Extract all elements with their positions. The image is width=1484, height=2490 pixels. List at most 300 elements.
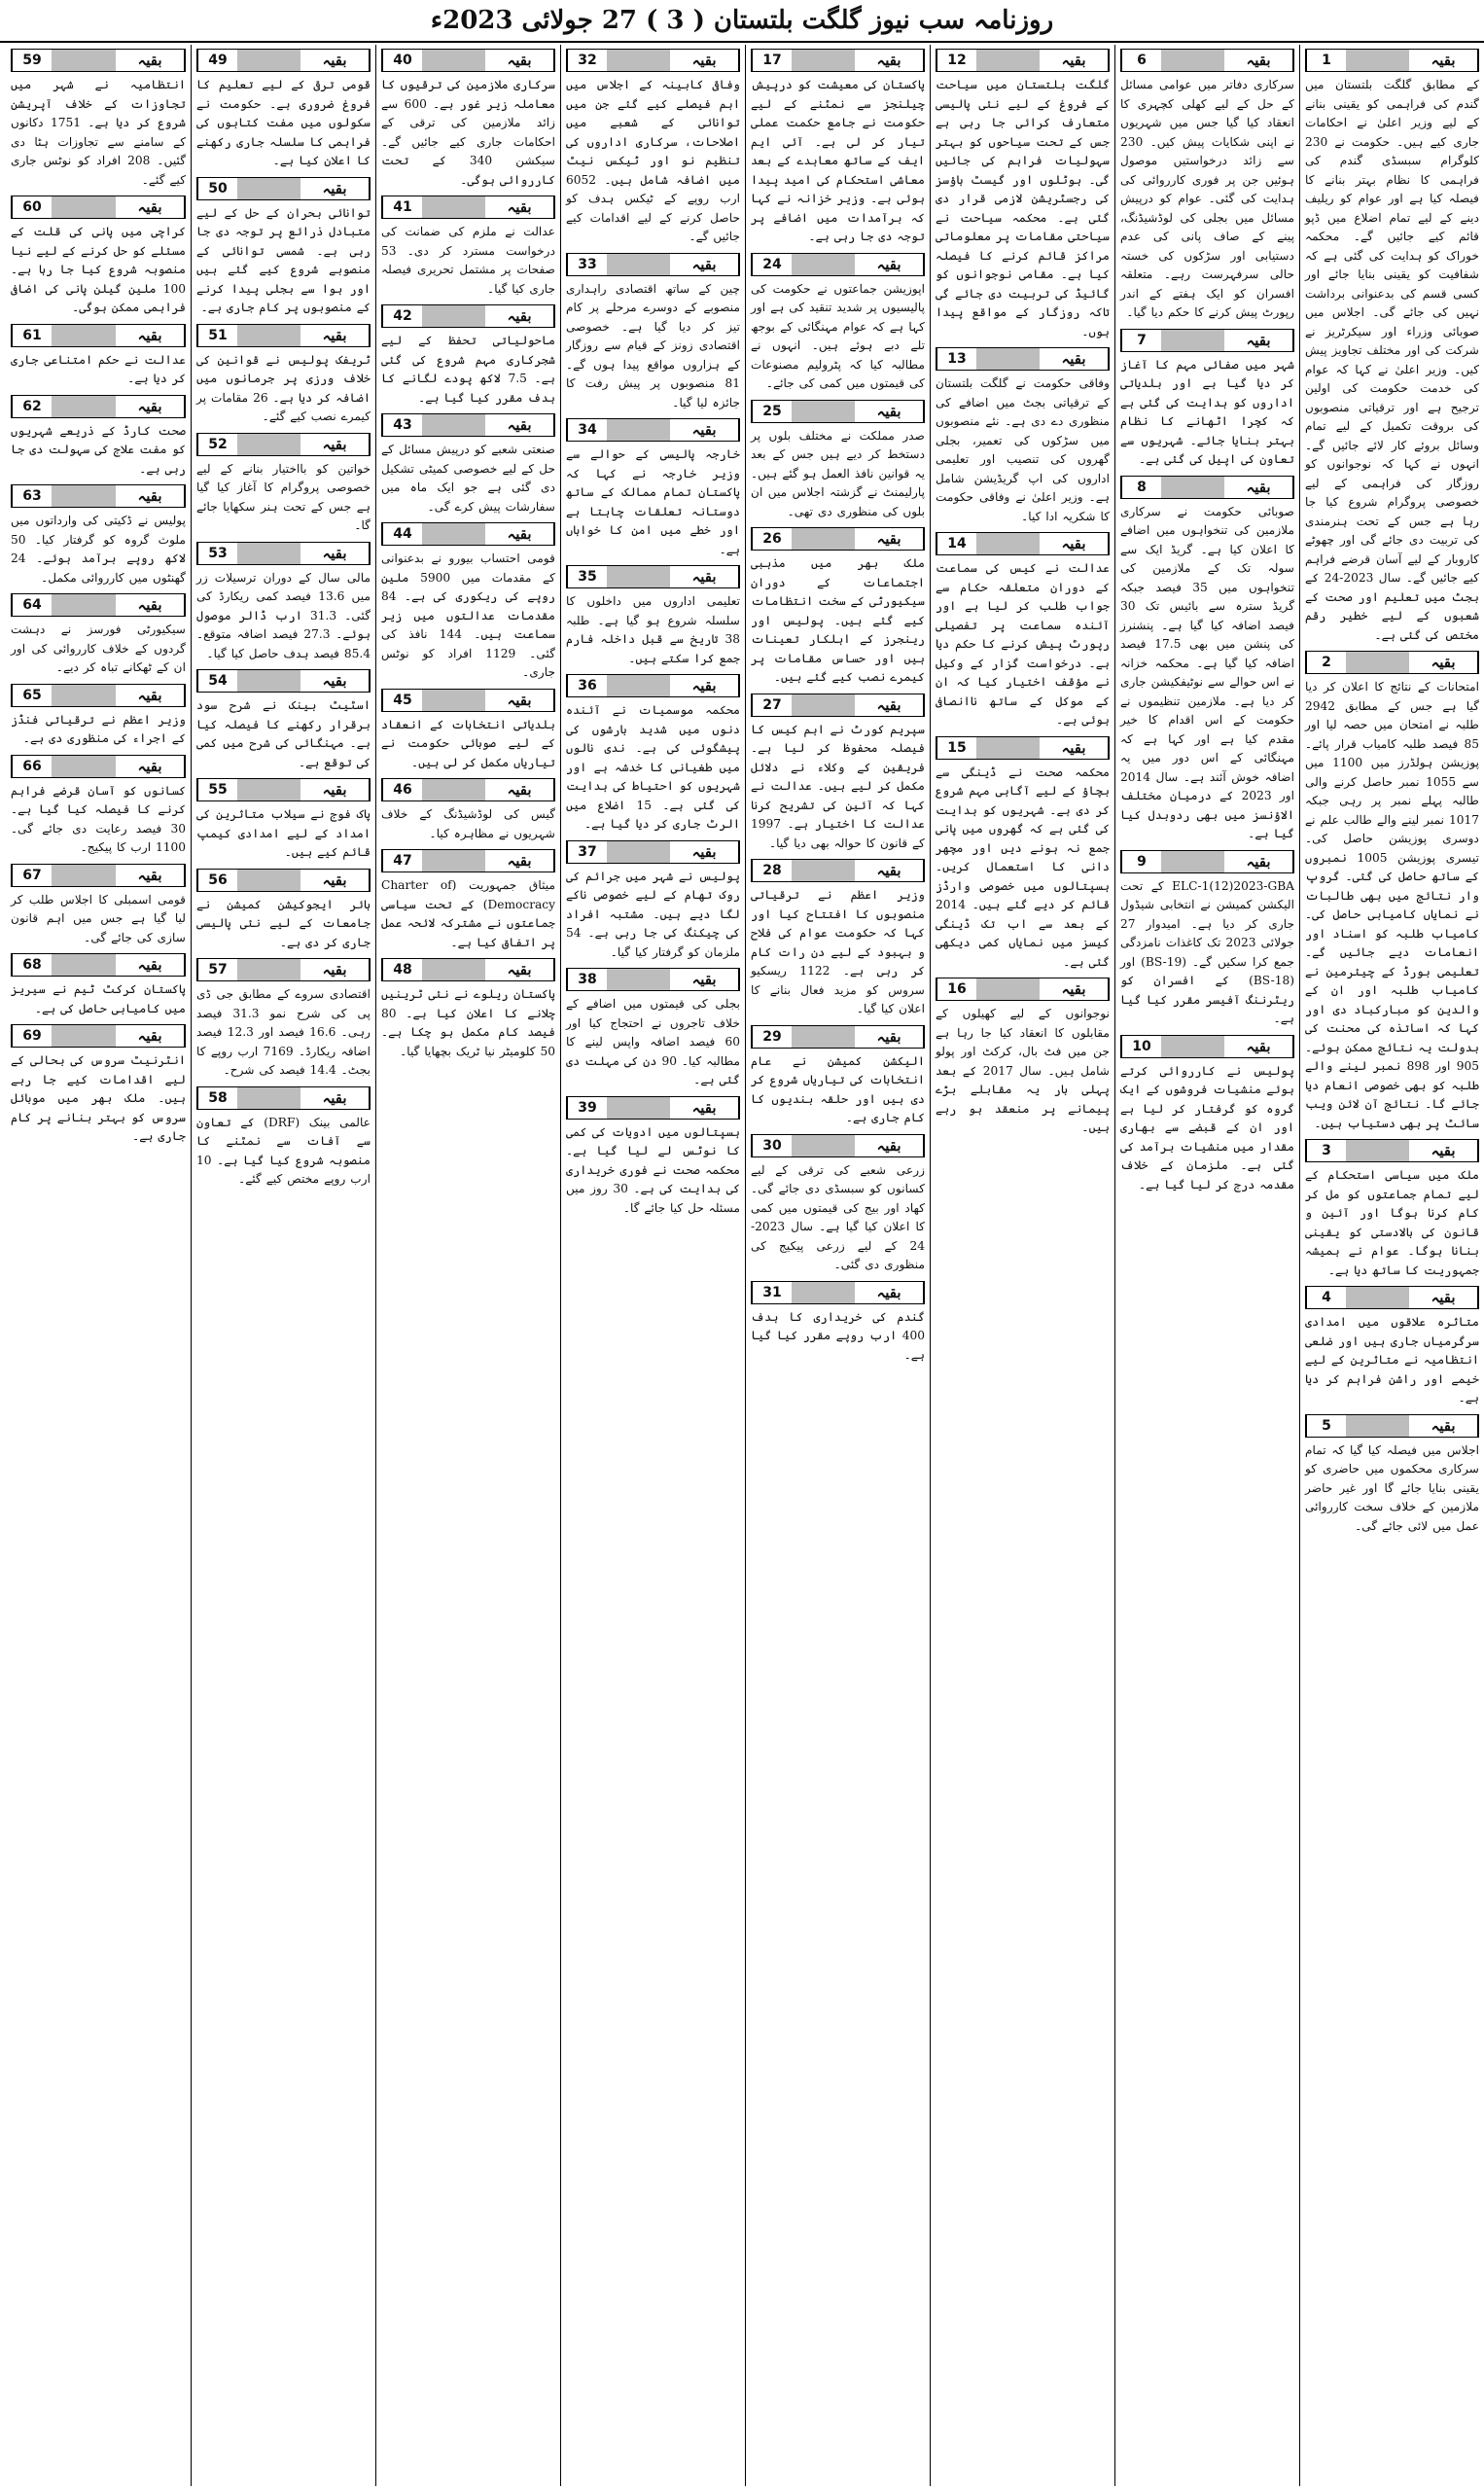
continued-label: بقیہ	[116, 594, 185, 616]
continued-header-bar	[11, 196, 186, 219]
continued-header-bar	[11, 593, 186, 617]
header-bar-fill	[52, 50, 116, 71]
story-text: صدر مملکت نے مختلف بلوں پر دستخط کر دیے ہیں جس کے بعد یہ قوانین نافذ العمل ہو گئے ہیں۔ پارلیمنٹ نے گزشتہ اجلاس میں ان بلوں کی منظوری دی تھی۔	[751, 428, 925, 518]
continued-header-bar	[196, 324, 371, 347]
news-column	[930, 45, 1114, 2486]
header-bar-fill	[422, 690, 485, 711]
continued-header-bar	[11, 1024, 186, 1048]
continued-label: بقیہ	[116, 865, 185, 886]
story-text: عدالت نے حکم امتناعی جاری کر دیا ہے۔	[11, 352, 186, 385]
continued-story	[566, 674, 740, 835]
continued-header-bar	[751, 859, 925, 882]
continued-label: بقیہ	[1224, 851, 1293, 872]
continued-header-bar	[566, 565, 740, 588]
story-text: عدالت نے کیس کی سماعت کے دوران متعلقہ حکام سے جواب طلب کر لیا ہے اور آئندہ سماعت پر تفصیلی رپورٹ پیش کرنے کا حکم دیا ہے۔ درخواست گزار کے وکیل نے مؤقف اختیار کیا کہ ان کے موکل کے ساتھ ناانصافی ہوئی ہے۔	[936, 561, 1110, 727]
continued-header-bar	[11, 755, 186, 778]
story-number: 45	[382, 690, 422, 711]
header-bar-fill	[237, 959, 300, 980]
continued-header-bar	[566, 49, 740, 72]
continued-story	[566, 968, 740, 1090]
story-number: 52	[197, 434, 237, 455]
continued-header-bar	[381, 304, 555, 328]
story-number: 7	[1121, 330, 1161, 351]
continued-header-bar	[381, 522, 555, 546]
continued-story	[936, 347, 1110, 526]
continued-header-bar	[381, 849, 555, 872]
story-number: 39	[567, 1097, 607, 1119]
continued-story	[11, 196, 186, 318]
story-text: پاکستان ریلوے نے نئی ٹرینیں چلانے کا اعلان کیا ہے۔ 80 فیصد کام مکمل ہو چکا ہے۔ 50 کلومیٹر نیا ٹریک بچھایا گیا۔	[381, 987, 555, 1058]
story-text: کے مطابق گلگت بلتستان میں گندم کی فراہمی کو یقینی بنانے کے لیے وزیر اعلیٰ نے احکامات جاری کیے ہیں۔ حکومت نے 230 کلوگرام سبسڈی گندم کی فراہمی کا نظام بہتر بنانے کا فیصلہ کیا ہے اور عوام کو ریلیف دینے کے لیے تمام اضلاع میں ڈپو قائم کیے جائیں گے۔ محکمہ خوراک کو ہدایت کی گئی ہے کہ شفافیت کو یقینی بنایا جائے اور کسی قسم کی بدعنوانی برداشت نہیں کی جائے گی۔ اجلاس میں صوبائی وزراء اور سیکرٹریز نے شرکت کی اور مختلف تجاویز پیش کیں۔ وزیر اعلیٰ نے کہا کہ عوام کی خدمت حکومت کی اولین ترجیح ہے اور ترقیاتی منصوبوں کی بروقت تکمیل کے لیے تمام وسائل بروئے کار لائے جائیں گے۔ انہوں نے کہا کہ نوجوانوں کو روزگار کی فراہمی کے لیے خصوصی پروگرام شروع کیا جا رہا ہے جس کے تحت ہنرمندی کی تربیت دی جائے گی اور چھوٹے کاروبار کے لیے آسان قرضے فراہم کیے جائیں گے۔ سال 2023-24 کے بجٹ میں تعلیم اور صحت کے شعبوں کے لیے خطیر رقم مختص کی گئی ہے۔	[1305, 78, 1479, 642]
header-bar-fill	[52, 325, 116, 346]
header-bar-fill	[1161, 330, 1224, 351]
story-number: 28	[752, 860, 792, 881]
continued-header-bar	[936, 347, 1110, 371]
header-bar-fill	[976, 348, 1040, 370]
continued-story	[936, 49, 1110, 341]
story-number: 43	[382, 414, 422, 436]
continued-label: بقیہ	[1040, 533, 1109, 554]
continued-label: بقیہ	[485, 523, 554, 545]
header-bar-fill	[792, 1282, 855, 1303]
story-number: 37	[567, 841, 607, 863]
continued-header-bar	[1305, 1286, 1479, 1309]
story-text: صنعتی شعبے کو درپیش مسائل کے حل کے لیے خصوصی کمیٹی تشکیل دی گئی ہے جو ایک ماہ میں سفارشات پیش کرے گی۔	[381, 443, 555, 514]
continued-label: بقیہ	[116, 396, 185, 417]
continued-header-bar	[1120, 476, 1294, 499]
header-bar-fill	[976, 50, 1040, 71]
continued-label: بقیہ	[116, 954, 185, 976]
continued-label: بقیہ	[485, 690, 554, 711]
continued-story	[381, 413, 555, 516]
continued-header-bar	[196, 1086, 371, 1110]
story-text: قومی احتساب بیورو نے بدعنوانی کے مقدمات میں 5900 ملین روپے کی ریکوری کی ہے۔ 84 مقدمات عدالتوں میں زیر سماعت ہیں۔ 144 نافذ کی گئی۔ 1129 افراد کو نوٹس جاری۔	[381, 551, 556, 679]
story-number: 66	[12, 756, 52, 777]
continued-label: بقیہ	[485, 196, 554, 218]
continued-header-bar	[751, 1025, 925, 1049]
continued-label: بقیہ	[670, 675, 739, 696]
story-number: 44	[382, 523, 422, 545]
story-text: خارجہ پالیسی کے حوالے سے وزیر خارجہ نے کہا کہ پاکستان تمام ممالک کے ساتھ دوستانہ تعلقات چاہتا ہے اور خطے میں امن کا خواہاں ہے۔	[566, 447, 740, 556]
header-bar-fill	[422, 305, 485, 327]
continued-story	[566, 565, 740, 668]
continued-label: بقیہ	[300, 870, 370, 891]
header-bar-fill	[976, 737, 1040, 759]
story-number: 48	[382, 959, 422, 980]
continued-label: بقیہ	[855, 1026, 924, 1048]
continued-label: بقیہ	[855, 860, 924, 881]
continued-label: بقیہ	[670, 254, 739, 275]
story-number: 1	[1306, 50, 1346, 71]
continued-header-bar	[381, 49, 555, 72]
news-column	[1114, 45, 1299, 2486]
continued-header-bar	[751, 527, 925, 551]
header-bar-fill	[52, 196, 116, 218]
story-number: 16	[936, 978, 976, 1000]
story-text: وفاقی کابینہ کے اجلاس میں اہم فیصلے کیے گئے جن میں توانائی کے شعبے میں اصلاحات، سرکاری اداروں کی تنظیم نو اور ٹیکس نیٹ میں اضافہ شامل ہیں۔ 6052 ارب روپے کے ٹیکس ہدف کو حاصل کرنے کے لیے اقدامات کیے جائیں گے۔	[566, 78, 740, 243]
story-text: کراچی میں پانی کی قلت کے مسئلے کو حل کرنے کے لیے نیا منصوبہ شروع کیا جا رہا ہے۔ 100 ملین گیلن پانی کی اضافی فراہمی ممکن ہوگی۔	[11, 225, 186, 314]
continued-story	[751, 400, 925, 522]
continued-label: بقیہ	[1040, 348, 1109, 370]
continued-label: بقیہ	[300, 959, 370, 980]
continued-label: بقیہ	[485, 305, 554, 327]
continued-story	[1305, 1414, 1479, 1537]
news-column	[375, 45, 560, 2486]
continued-label: بقیہ	[670, 566, 739, 587]
header-bar-fill	[52, 594, 116, 616]
story-text: بجلی کی قیمتوں میں اضافے کے خلاف تاجروں نے احتجاج کیا اور 60 فیصد اضافہ واپس لینے کا مطالبہ کیا۔ 90 دن کی مہلت دی گئی ہے۔	[566, 997, 740, 1086]
header-bar-fill	[792, 254, 855, 275]
header-bar-fill	[607, 675, 670, 696]
story-text: سپریم کورٹ نے اہم کیس کا فیصلہ محفوظ کر لیا ہے۔ فریقین کے وکلاء نے دلائل مکمل کر لیے ہیں۔ عدالت نے کہا کہ آئین کی تشریح کرنا عدالت کا اختیار ہے۔ 1997 کے قانون کا حوالہ بھی دیا گیا۔	[751, 722, 925, 850]
story-number: 58	[197, 1087, 237, 1109]
continued-story	[1120, 329, 1294, 470]
continued-label: بقیہ	[300, 325, 370, 346]
story-text: سرکاری دفاتر میں عوامی مسائل کے حل کے لیے کھلی کچہری کا انعقاد کیا گیا جس میں شہریوں نے اپنی شکایات پیش کیں۔ 230 سے زائد درخواستیں موصول ہوئیں جن پر فوری کارروائی کی ہدایت کی گئی۔ عوام کو درپیش مسائل میں بجلی کی لوڈشیڈنگ، پینے کے صاف پانی کی عدم دستیابی اور سڑکوں کی خستہ حالی سرفہرست رہے۔ متعلقہ افسران کو ایک ہفتے کے اندر رپورٹ پیش کرنے کا حکم دیا گیا۔	[1120, 78, 1294, 319]
story-number: 54	[197, 670, 237, 692]
continued-label: بقیہ	[116, 50, 185, 71]
story-number: 41	[382, 196, 422, 218]
continued-story	[1120, 476, 1294, 844]
news-column	[1299, 45, 1484, 2486]
continued-story	[751, 694, 925, 854]
header-bar-fill	[52, 1025, 116, 1047]
continued-label: بقیہ	[855, 401, 924, 422]
story-number: 26	[752, 528, 792, 550]
continued-header-bar	[1120, 850, 1294, 873]
story-text: میثاق جمہوریت (Charter of Democracy) کے تحت سیاسی جماعتوں نے مشترکہ لائحہ عمل پر اتفاق کیا ہے۔	[381, 878, 555, 949]
header-bar-fill	[1346, 1415, 1409, 1437]
header-bar-fill	[1161, 1036, 1224, 1057]
story-number: 67	[12, 865, 52, 886]
continued-story	[381, 304, 555, 408]
continued-label: بقیہ	[855, 694, 924, 716]
story-text: اجلاس میں فیصلہ کیا گیا کہ تمام سرکاری محکموں میں حاضری کو یقینی بنایا جائے گا اور غیر حاضر ملازمین کے خلاف سخت کارروائی عمل میں لائی جائے گی۔	[1305, 1442, 1479, 1533]
story-text: بلدیاتی انتخابات کے انعقاد کے لیے صوبائی حکومت نے تیاریاں مکمل کر لی ہیں۔	[381, 717, 555, 769]
story-number: 61	[12, 325, 52, 346]
story-text: نوجوانوں کے لیے کھیلوں کے مقابلوں کا انعقاد کیا جا رہا ہے جن میں فٹ بال، کرکٹ اور پولو شامل ہیں۔ سال 2017 کے بعد پہلی بار یہ مقابلے بڑے پیمانے پر منعقد ہو رہے ہیں۔	[936, 1007, 1110, 1134]
continued-label: بقیہ	[300, 178, 370, 199]
continued-story	[381, 689, 555, 773]
continued-story	[381, 49, 555, 190]
header-bar-fill	[976, 533, 1040, 554]
continued-story	[381, 522, 555, 683]
header-bar-fill	[237, 50, 300, 71]
continued-story	[381, 196, 555, 299]
continued-story	[11, 953, 186, 1018]
continued-label: بقیہ	[116, 1025, 185, 1047]
story-text: گندم کی خریداری کا ہدف 400 ارب روپے مقرر کیا گیا ہے۔	[751, 1309, 925, 1362]
continued-story	[751, 49, 925, 247]
continued-header-bar	[381, 196, 555, 219]
story-text: پاکستان کرکٹ ٹیم نے سیریز میں کامیابی حاصل کی ہے۔	[11, 982, 186, 1015]
header-bar-fill	[237, 779, 300, 800]
continued-story	[751, 253, 925, 394]
continued-story	[936, 978, 1110, 1138]
story-number: 64	[12, 594, 52, 616]
story-number: 60	[12, 196, 52, 218]
continued-label: بقیہ	[116, 196, 185, 218]
news-column	[6, 45, 191, 2486]
continued-header-bar	[196, 869, 371, 892]
header-bar-fill	[792, 50, 855, 71]
header-bar-fill	[1161, 477, 1224, 498]
story-text: اپوزیشن جماعتوں نے حکومت کی پالیسیوں پر شدید تنقید کی ہے اور کہا ہے کہ عوام مہنگائی کے بوجھ تلے دبے ہوئے ہیں۔ انہوں نے مطالبہ کیا کہ پٹرولیم مصنوعات کی قیمتوں میں کمی کی جائے۔	[751, 281, 925, 390]
header-bar-fill	[237, 670, 300, 692]
story-number: 50	[197, 178, 237, 199]
header-bar-fill	[237, 870, 300, 891]
continued-story	[566, 418, 740, 559]
continued-label: بقیہ	[300, 434, 370, 455]
header-bar-fill	[1346, 1287, 1409, 1308]
story-text: ملک بھر میں مذہبی اجتماعات کے دوران سیکیورٹی کے سخت انتظامات کیے گئے ہیں۔ پولیس اور رینجرز کے اہلکار تعینات ہیں اور حساس مقامات پر کیمرے نصب کیے گئے ہیں۔	[751, 556, 925, 684]
continued-label: بقیہ	[1224, 50, 1293, 71]
header-bar-fill	[607, 419, 670, 441]
story-text: خواتین کو بااختیار بنانے کے لیے خصوصی پروگرام کا آغاز کیا گیا ہے جس کے تحت ہنر سکھایا جائے گا۔	[196, 461, 371, 532]
continued-story	[11, 324, 186, 389]
continued-story	[751, 859, 925, 1019]
header-bar-fill	[792, 528, 855, 550]
story-number: 32	[567, 50, 607, 71]
story-number: 47	[382, 850, 422, 872]
story-text: زرعی شعبے کی ترقی کے لیے کسانوں کو سبسڈی دی جائے گی۔ کھاد اور بیج کی قیمتوں میں کمی کا اعلان کیا گیا ہے۔ سال 2023-24 کے لیے زرعی پیکیج کی منظوری دی گئی۔	[751, 1162, 925, 1271]
continued-header-bar	[936, 49, 1110, 72]
continued-story	[1120, 49, 1294, 323]
continued-story	[936, 532, 1110, 730]
story-number: 5	[1306, 1415, 1346, 1437]
story-text: کسانوں کو آسان قرضے فراہم کرنے کا فیصلہ کیا گیا ہے۔ 30 فیصد رعایت دی جائے گی۔ 1100 ارب کا پیکیج۔	[11, 783, 186, 854]
continued-header-bar	[381, 689, 555, 712]
continued-story	[566, 1096, 740, 1219]
continued-header-bar	[11, 49, 186, 72]
header-bar-fill	[976, 978, 1040, 1000]
continued-header-bar	[381, 778, 555, 801]
continued-label: بقیہ	[670, 841, 739, 863]
continued-header-bar	[11, 864, 186, 887]
continued-label: بقیہ	[485, 959, 554, 980]
story-number: 9	[1121, 851, 1161, 872]
story-number: 34	[567, 419, 607, 441]
continued-header-bar	[936, 736, 1110, 760]
story-text: گلگت بلتستان میں سیاحت کے فروغ کے لیے نئی پالیسی متعارف کرائی جا رہی ہے جس کے تحت سیاحوں کو بہتر سہولیات فراہم کی جائیں گی۔ ہوٹلوں اور گیسٹ ہاؤسز کی رجسٹریشن لازمی قرار دی گئی ہے۔ محکمہ سیاحت نے سیاحتی مقامات پر معلوماتی مراکز قائم کرنے کا فیصلہ کیا ہے۔ مقامی نوجوانوں کو گائیڈ کی تربیت دی جائے گی تاکہ روزگار کے مواقع پیدا ہوں۔	[936, 78, 1110, 338]
story-text: ہائر ایجوکیشن کمیشن نے جامعات کے لیے نئی پالیسی جاری کر دی ہے۔	[196, 897, 371, 949]
header-bar-fill	[607, 841, 670, 863]
continued-label: بقیہ	[670, 419, 739, 441]
continued-story	[11, 484, 186, 587]
continued-label: بقیہ	[485, 414, 554, 436]
continued-story	[751, 1025, 925, 1128]
continued-label: بقیہ	[116, 685, 185, 706]
story-number: 62	[12, 396, 52, 417]
story-text: صوبائی حکومت نے سرکاری ملازمین کی تنخواہوں میں اضافے کا اعلان کیا ہے۔ گریڈ ایک سے سولہ تک کے ملازمین کی تنخواہوں میں 35 فیصد جبکہ گریڈ سترہ سے بائیس تک 30 فیصد اضافہ کیا گیا ہے۔ پنشنرز کی پنشن میں بھی 17.5 فیصد اضافہ کیا گیا ہے۔ محکمہ خزانہ نے اس حوالے سے نوٹیفکیشن جاری کر دیا ہے۔ ملازمین تنظیموں نے حکومت کے اس اقدام کا خیر مقدم کیا ہے اور کہا ہے کہ مہنگائی کے اس دور میں یہ اضافہ خوش آئند ہے۔ سال 2014 اور 2023 کے درمیان مختلف الاؤنسز میں بھی ردوبدل کیا گیا ہے۔	[1120, 504, 1295, 840]
header-bar-fill	[792, 1026, 855, 1048]
story-number: 31	[752, 1282, 792, 1303]
story-number: 63	[12, 485, 52, 507]
story-number: 24	[752, 254, 792, 275]
story-number: 14	[936, 533, 976, 554]
continued-header-bar	[11, 484, 186, 508]
story-number: 8	[1121, 477, 1161, 498]
story-number: 25	[752, 401, 792, 422]
continued-header-bar	[1305, 1414, 1479, 1438]
news-column	[560, 45, 745, 2486]
header-bar-fill	[422, 779, 485, 800]
story-text: محکمہ صحت نے ڈینگی سے بچاؤ کے لیے آگاہی مہم شروع کر دی ہے۔ شہریوں کو ہدایت کی گئی ہے کہ گھروں میں پانی جمع نہ ہونے دیں اور مچھر دانی کا استعمال کریں۔ ہسپتالوں میں خصوصی وارڈز قائم کر دیے گئے ہیں۔ 2014 کے بعد سے اب تک ڈینگی کیسز میں نمایاں کمی دیکھی گئی ہے۔	[936, 765, 1110, 969]
continued-story	[11, 593, 186, 678]
continued-header-bar	[381, 958, 555, 981]
story-number: 51	[197, 325, 237, 346]
story-number: 10	[1121, 1036, 1161, 1057]
continued-story	[1305, 651, 1479, 1133]
continued-story	[751, 1134, 925, 1275]
story-number: 15	[936, 737, 976, 759]
story-text: ہسپتالوں میں ادویات کی کمی کا نوٹس لے لیا گیا ہے۔ محکمہ صحت نے فوری خریداری کی ہدایت کی ہے۔ 30 روز میں مسئلہ حل کیا جائے گا۔	[566, 1124, 740, 1215]
continued-header-bar	[196, 49, 371, 72]
header-bar-fill	[792, 860, 855, 881]
continued-header-bar	[196, 433, 371, 456]
continued-header-bar	[566, 674, 740, 697]
continued-header-bar	[566, 840, 740, 864]
continued-header-bar	[751, 400, 925, 423]
story-text: اسٹیٹ بینک نے شرح سود برقرار رکھنے کا فیصلہ کیا ہے۔ مہنگائی کی شرح میں کمی کی توقع ہے۔	[196, 698, 371, 769]
story-text: سرکاری ملازمین کی ترقیوں کا معاملہ زیر غور ہے۔ 600 سے زائد ملازمین کی ترقی کے احکامات جاری کیے جائیں گے۔ سیکشن 340 کے تحت کارروائی ہوگی۔	[381, 78, 555, 187]
story-number: 53	[197, 543, 237, 564]
continued-header-bar	[566, 418, 740, 442]
continued-header-bar	[196, 778, 371, 801]
continued-header-bar	[751, 694, 925, 717]
story-number: 59	[12, 50, 52, 71]
continued-story	[11, 755, 186, 858]
story-text: پاکستان کی معیشت کو درپیش چیلنجز سے نمٹنے کے لیے حکومت نے جامع حکمت عملی تیار کر لی ہے۔ آئی ایم ایف کے ساتھ معاہدے کے بعد معاشی استحکام کی امید پیدا ہوئی ہے۔ وزیر خزانہ نے کہا کہ برآمدات میں اضافے پر توجہ دی جا رہی ہے۔	[751, 78, 925, 243]
header-bar-fill	[237, 325, 300, 346]
header-bar-fill	[1161, 50, 1224, 71]
header-bar-fill	[237, 1087, 300, 1109]
continued-story	[566, 49, 740, 247]
story-text: گیس کی لوڈشیڈنگ کے خلاف شہریوں نے مظاہرہ کیا۔	[381, 807, 555, 840]
continued-label: بقیہ	[1409, 1415, 1478, 1437]
continued-label: بقیہ	[855, 1135, 924, 1156]
header-bar-fill	[1346, 652, 1409, 673]
story-number: 6	[1121, 50, 1161, 71]
continued-header-bar	[11, 953, 186, 977]
continued-header-bar	[11, 324, 186, 347]
header-bar-fill	[52, 865, 116, 886]
continued-label: بقیہ	[1040, 978, 1109, 1000]
header-bar-fill	[422, 523, 485, 545]
continued-label: بقیہ	[300, 543, 370, 564]
header-bar-fill	[422, 850, 485, 872]
story-text: انتظامیہ نے شہر میں تجاوزات کے خلاف آپریشن شروع کر دیا ہے۔ 1751 دکانوں کے سامنے سے تجاوزات ہٹا دی گئیں۔ 208 افراد کو نوٹس جاری کیے گئے۔	[11, 78, 187, 187]
continued-label: بقیہ	[1224, 330, 1293, 351]
continued-header-bar	[1120, 1035, 1294, 1058]
story-text: ELC-1(12)2023-GBA کے تحت الیکشن کمیشن نے انتخابی شیڈول جاری کر دیا ہے۔ امیدوار 27 جولائی 2023 تک کاغذات نامزدگی جمع کرا سکیں گے۔ (BS-19) اور (BS-18) کے افسران کو ریٹرننگ آفیسر مقرر کیا گیا ہے۔	[1120, 878, 1294, 1025]
story-text: وفاقی حکومت نے گلگت بلتستان کے ترقیاتی بجٹ میں اضافے کی منظوری دے دی ہے۔ نئے منصوبوں میں سڑکوں کی تعمیر، بجلی گھروں کی تنصیب اور تعلیمی اداروں کی اپ گریڈیشن شامل ہے۔ وزیر اعلیٰ نے وفاقی حکومت کا شکریہ ادا کیا۔	[936, 376, 1110, 523]
story-text: تعلیمی اداروں میں داخلوں کا سلسلہ شروع ہو گیا ہے۔ طلبہ 38 تاریخ سے قبل داخلہ فارم جمع کرا سکتے ہیں۔	[566, 594, 740, 665]
continued-header-bar	[1120, 329, 1294, 352]
continued-header-bar	[566, 253, 740, 276]
continued-label: بقیہ	[116, 485, 185, 507]
story-text: قومی ترقی کے لیے تعلیم کا فروغ ضروری ہے۔ حکومت نے سکولوں میں مفت کتابوں کی فراہمی کا سلسلہ جاری رکھنے کا اعلان کیا ہے۔	[196, 78, 371, 167]
continued-header-bar	[196, 177, 371, 200]
continued-label: بقیہ	[1224, 477, 1293, 498]
continued-story	[1305, 1139, 1479, 1280]
story-number: 27	[752, 694, 792, 716]
header-bar-fill	[237, 178, 300, 199]
story-text: الیکشن کمیشن نے عام انتخابات کی تیاریاں شروع کر دی ہیں اور حلقہ بندیوں کا کام جاری ہے۔	[751, 1053, 925, 1124]
continued-header-bar	[196, 542, 371, 565]
header-bar-fill	[52, 685, 116, 706]
continued-label: بقیہ	[485, 779, 554, 800]
continued-story	[566, 840, 740, 963]
story-text: وزیر اعظم نے ترقیاتی فنڈز کے اجراء کی منظوری دی ہے۔	[11, 712, 186, 745]
continued-story	[196, 958, 371, 1081]
story-text: پولیس نے کارروائی کرتے ہوئے منشیات فروشوں کے ایک گروہ کو گرفتار کر لیا ہے اور ان کے قبضے سے بھاری مقدار میں منشیات برآمد کی گئی ہے۔ ملزمان کے خلاف مقدمہ درج کر لیا گیا ہے۔	[1120, 1063, 1294, 1192]
continued-story	[936, 736, 1110, 973]
header-bar-fill	[607, 969, 670, 990]
continued-story	[11, 1024, 186, 1147]
story-number: 29	[752, 1026, 792, 1048]
header-bar-fill	[792, 1135, 855, 1156]
news-column	[191, 45, 375, 2486]
continued-story	[381, 778, 555, 843]
story-text: ٹریفک پولیس نے قوانین کی خلاف ورزی پر جرمانوں میں اضافہ کر دیا ہے۔ 26 مقامات پر کیمرے نصب کیے گئے۔	[196, 352, 371, 423]
story-number: 55	[197, 779, 237, 800]
continued-header-bar	[11, 395, 186, 418]
continued-header-bar	[196, 669, 371, 693]
continued-story	[196, 869, 371, 953]
story-number: 40	[382, 50, 422, 71]
continued-story	[381, 958, 555, 1061]
story-text: اقتصادی سروے کے مطابق جی ڈی پی کی شرح نمو 31.3 فیصد رہی۔ 16.6 فیصد اور 12.3 فیصد اضافہ ریکارڈ۔ 7169 ارب روپے کا بجٹ۔ 14.4 فیصد کی شرح۔	[196, 987, 371, 1077]
continued-story	[1305, 49, 1479, 645]
continued-label: بقیہ	[300, 779, 370, 800]
story-number: 42	[382, 305, 422, 327]
continued-header-bar	[751, 49, 925, 72]
story-number: 57	[197, 959, 237, 980]
continued-label: بقیہ	[855, 254, 924, 275]
header-bar-fill	[792, 694, 855, 716]
continued-label: بقیہ	[300, 1087, 370, 1109]
story-text: پاک فوج نے سیلاب متاثرین کی امداد کے لیے امدادی کیمپ قائم کیے ہیں۔	[196, 807, 371, 859]
continued-label: بقیہ	[1224, 1036, 1293, 1057]
continued-label: بقیہ	[116, 325, 185, 346]
news-column	[745, 45, 930, 2486]
header-bar-fill	[607, 1097, 670, 1119]
story-number: 46	[382, 779, 422, 800]
continued-header-bar	[196, 958, 371, 981]
continued-story	[1120, 850, 1294, 1029]
story-text: امتحانات کے نتائج کا اعلان کر دیا گیا ہے جس کے مطابق 2942 طلبہ نے امتحان میں حصہ لیا اور 85 فیصد طلبہ کامیاب قرار پائے۔ پوزیشن ہولڈرز میں 1100 میں سے 1055 نمبر حاصل کرنے والی طالبہ پہلے نمبر پر رہی جبکہ 1017 نمبر لینے والے طالب علم نے دوسری پوزیشن حاصل کی۔ تیسری پوزیشن 1005 نمبروں کے ساتھ حاصل کی گئی۔ گروپ وار نتائج میں بھی طالبات نے نمایاں کامیابی حاصل کی۔ کامیاب طلبہ کو اسناد اور انعامات دیے جائیں گے۔ تعلیمی بورڈ کے چیئرمین نے کامیاب طلبہ اور ان کے والدین کو مبارکباد دی اور کہا کہ اساتذہ کی محنت کی بدولت یہ نتائج ممکن ہوئے۔ 905 اور 898 نمبر لینے والے طلبہ کو بھی خصوصی انعام دیا جائے گا۔ نتائج آن لائن ویب سائٹ پر بھی دستیاب ہیں۔	[1305, 680, 1479, 1130]
continued-label: بقیہ	[1409, 1140, 1478, 1161]
story-number: 17	[752, 50, 792, 71]
continued-label: بقیہ	[670, 1097, 739, 1119]
continued-story	[1305, 1286, 1479, 1408]
continued-story	[196, 778, 371, 863]
story-text: توانائی بحران کے حل کے لیے متبادل ذرائع پر توجہ دی جا رہی ہے۔ شمسی توانائی کے منصوبے شروع کیے گئے ہیں اور ہوا سے بجلی پیدا کرنے کے منصوبوں پر کام جاری ہے۔	[196, 205, 371, 314]
continued-story	[381, 849, 555, 952]
story-number: 38	[567, 969, 607, 990]
header-bar-fill	[52, 756, 116, 777]
continued-header-bar	[751, 1134, 925, 1157]
story-text: انٹرنیٹ سروس کی بحالی کے لیے اقدامات کیے جا رہے ہیں۔ ملک بھر میں موبائل سروس کو بہتر بنانے پر کام جاری ہے۔	[11, 1053, 186, 1143]
continued-label: بقیہ	[670, 969, 739, 990]
continued-header-bar	[751, 1281, 925, 1304]
story-text: مالی سال کے دوران ترسیلات زر میں 13.6 فیصد کمی ریکارڈ کی گئی۔ 31.3 ارب ڈالر موصول ہوئے۔ 27.3 فیصد اضافہ متوقع۔ 85.4 فیصد ہدف حاصل کیا گیا۔	[196, 570, 371, 660]
header-bar-fill	[237, 434, 300, 455]
story-number: 12	[936, 50, 976, 71]
header-bar-fill	[422, 414, 485, 436]
header-bar-fill	[1346, 50, 1409, 71]
